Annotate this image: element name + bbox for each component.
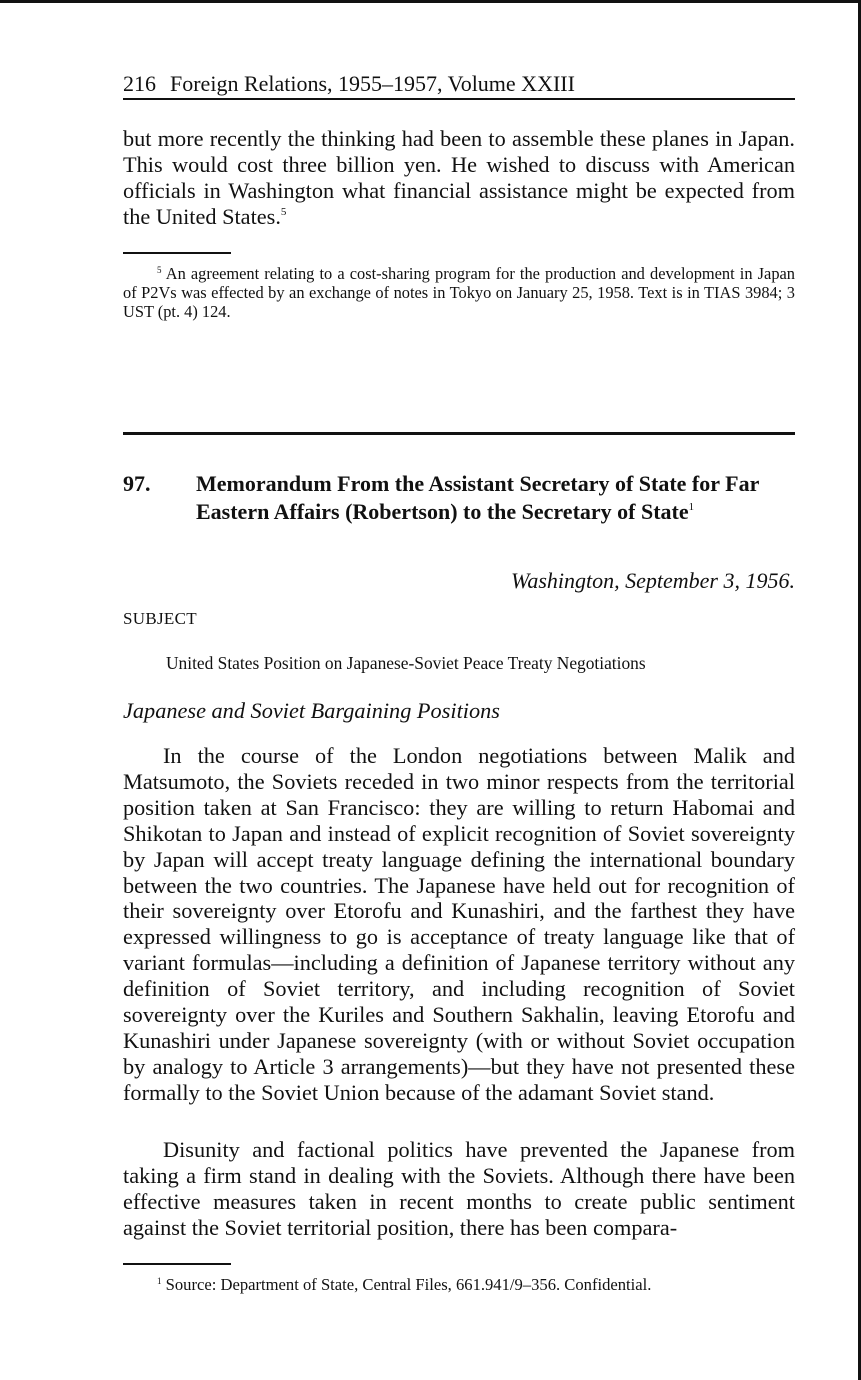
document-separator-rule <box>123 432 795 435</box>
footnote-1-text: Source: Department of State, Central Files, 661.941/9–356. Confidential. <box>165 1275 652 1294</box>
footnote-rule-top <box>123 252 231 254</box>
page-number: 216 <box>123 71 156 96</box>
document-number: 97. <box>123 471 151 496</box>
footnote-ref-1: 1 <box>688 501 695 513</box>
continuation-paragraph <box>123 126 795 230</box>
document-title-text: Memorandum From the Assistant Secretary of State for Far Eastern Affairs (Robertson) to the Secretary of State <box>196 471 759 524</box>
footnote-marker-1: 1 <box>157 1276 162 1286</box>
section-heading: Japanese and Soviet Bargaining Positions <box>123 698 500 723</box>
dateline: Washington, September 3, 1956. <box>511 568 795 593</box>
volume-title: Foreign Relations, 1955–1957, Volume XXIII <box>170 71 575 96</box>
footnote-5 <box>123 265 795 321</box>
body-paragraph-2: Disunity and factional politics have prevented the Japanese from taking a firm stand in dealing with the Soviets. Although there have been effective measures taken in recent months to create public sentiment against the Soviet territorial position, there has been compara- <box>123 1137 795 1240</box>
footnote-ref-5: 5 <box>280 205 287 218</box>
document-title <box>196 470 796 526</box>
scan-border-top <box>0 0 861 3</box>
subject-label: SUBJECT <box>123 609 197 628</box>
body-paragraph-1: In the course of the London negotiations between Malik and Matsumoto, the Soviets receded in two minor respects from the territorial position taken at San Francisco: they are willing to return Habomai and Shikotan to Japan and instead of explicit recognition of Soviet sovereignty by Japan will accept treaty language defining the international boundary between the two countries. The Japanese have held out for recognition of their sovereignty over Etorofu and Kunashiri, and the farthest they have expressed willingness to go is acceptance of treaty language like that of variant formulas—including a definition of Japanese territory without any definition of Soviet territory, and including recognition of Soviet sovereignty over the Kuriles and Southern Sakhalin, leaving Etorofu and Kunashiri under Japanese sovereignty (with or without Soviet occupation by analogy to Article 3 arrangements)—but they have not presented these formally to the Soviet Union because of the adamant Soviet stand. <box>123 743 795 1105</box>
footnote-marker-5: 5 <box>157 265 162 275</box>
subject-text: United States Position on Japanese-Soviet Peace Treaty Negotiations <box>166 653 646 673</box>
footnote-rule-bottom <box>123 1263 231 1265</box>
continuation-text: but more recently the thinking had been to assemble these planes in Japan. This would cost three billion yen. He wished to discuss with American officials in Washington what financial assistance might be expected from the United States. <box>123 126 795 229</box>
footnote-1 <box>123 1276 795 1295</box>
header-rule <box>123 98 795 100</box>
footnote-5-text: An agreement relating to a cost-sharing program for the production and development in Japan of P2Vs was effected by an exchange of notes in Tokyo on January 25, 1958. Text is in TIAS 3984; 3 UST (pt. 4) 124. <box>123 264 795 321</box>
running-head <box>123 70 795 98</box>
